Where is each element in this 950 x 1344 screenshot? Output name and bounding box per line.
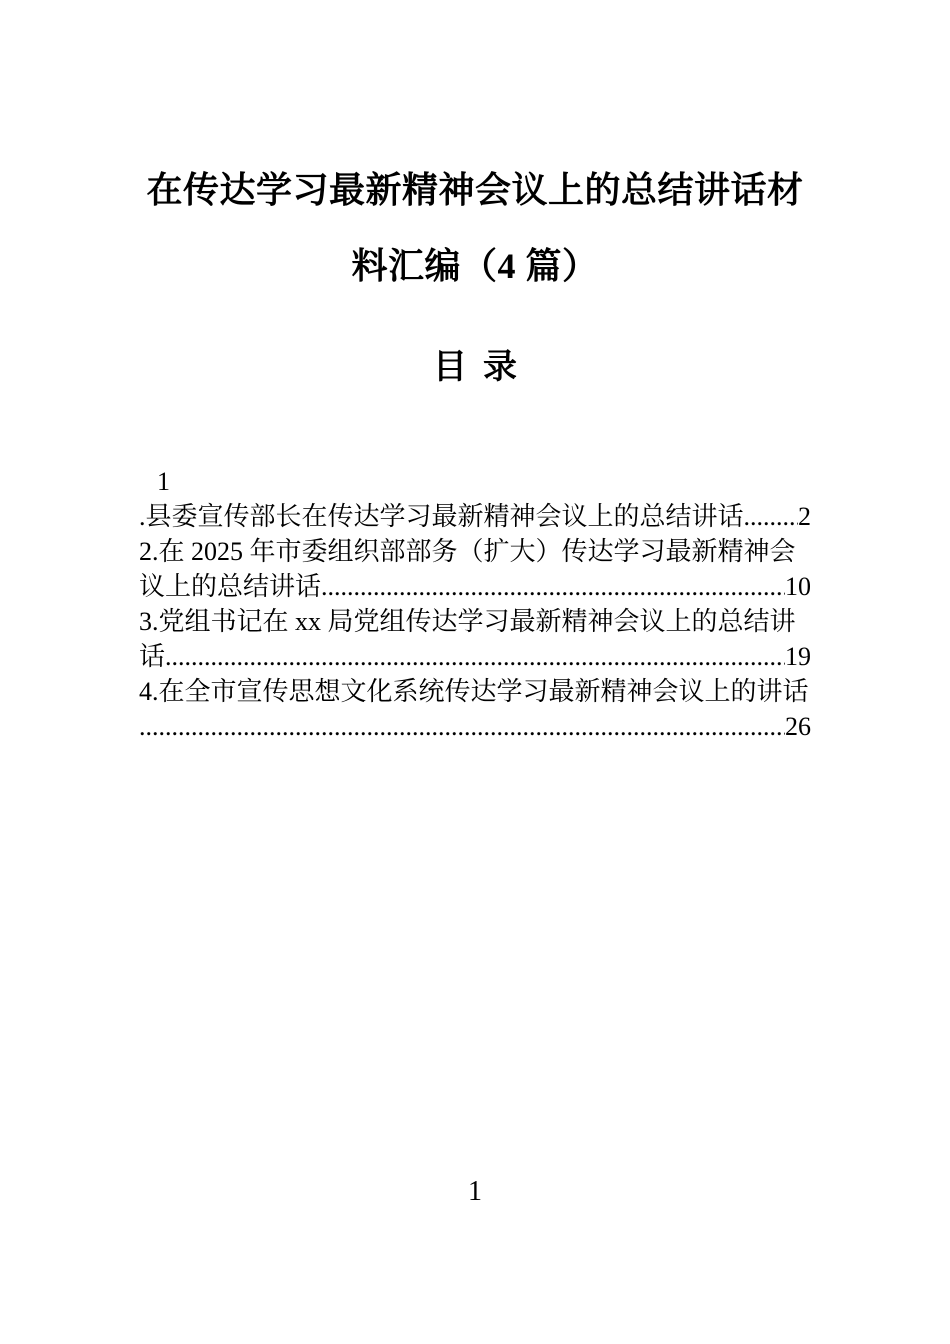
dot-leader <box>744 499 798 534</box>
toc-entry-1[interactable] <box>139 499 811 534</box>
toc-text: .县委宣传部长在传达学习最新精神会议上的总结讲话 <box>139 502 744 531</box>
toc-page-number: 26 <box>785 712 811 741</box>
dot-leader <box>321 569 785 604</box>
toc-entry-3-line-2[interactable] <box>139 639 811 674</box>
toc-entry-2-line-1[interactable] <box>139 534 811 569</box>
toc-text: 议上的总结讲话 <box>139 572 322 601</box>
toc-entry-3-line-1[interactable] <box>139 604 811 639</box>
table-of-contents <box>139 464 811 744</box>
toc-page-number: 2 <box>798 502 811 531</box>
toc-heading: 目录 <box>433 349 533 386</box>
toc-text: 3.党组书记在 xx 局党组传达学习最新精神会议上的总结讲 <box>139 607 796 636</box>
document-title <box>0 0 950 304</box>
title-line-2: 料汇编（4 篇） <box>351 246 599 286</box>
toc-text: 2.在 2025 年市委组织部部务（扩大）传达学习最新精神会 <box>139 537 796 566</box>
dot-leader <box>139 709 785 744</box>
toc-text: 4.在全市宣传思想文化系统传达学习最新精神会议上的讲话 <box>139 677 809 706</box>
toc-entry-4-line-1[interactable] <box>139 674 811 709</box>
toc-entry-4-line-2[interactable] <box>139 709 811 744</box>
toc-entry-2-line-2[interactable] <box>139 569 811 604</box>
toc-page-number: 10 <box>785 572 811 601</box>
toc-text: 话 <box>139 642 166 671</box>
page-footer <box>0 1172 950 1212</box>
toc-page-number: 19 <box>785 642 811 671</box>
toc-entry-1-number-line[interactable] <box>139 464 811 499</box>
toc-text: 1 <box>157 467 170 496</box>
title-line-1: 在传达学习最新精神会议上的总结讲话材 <box>146 170 804 210</box>
dot-leader <box>165 639 785 674</box>
footer-page-number: 1 <box>468 1176 482 1207</box>
